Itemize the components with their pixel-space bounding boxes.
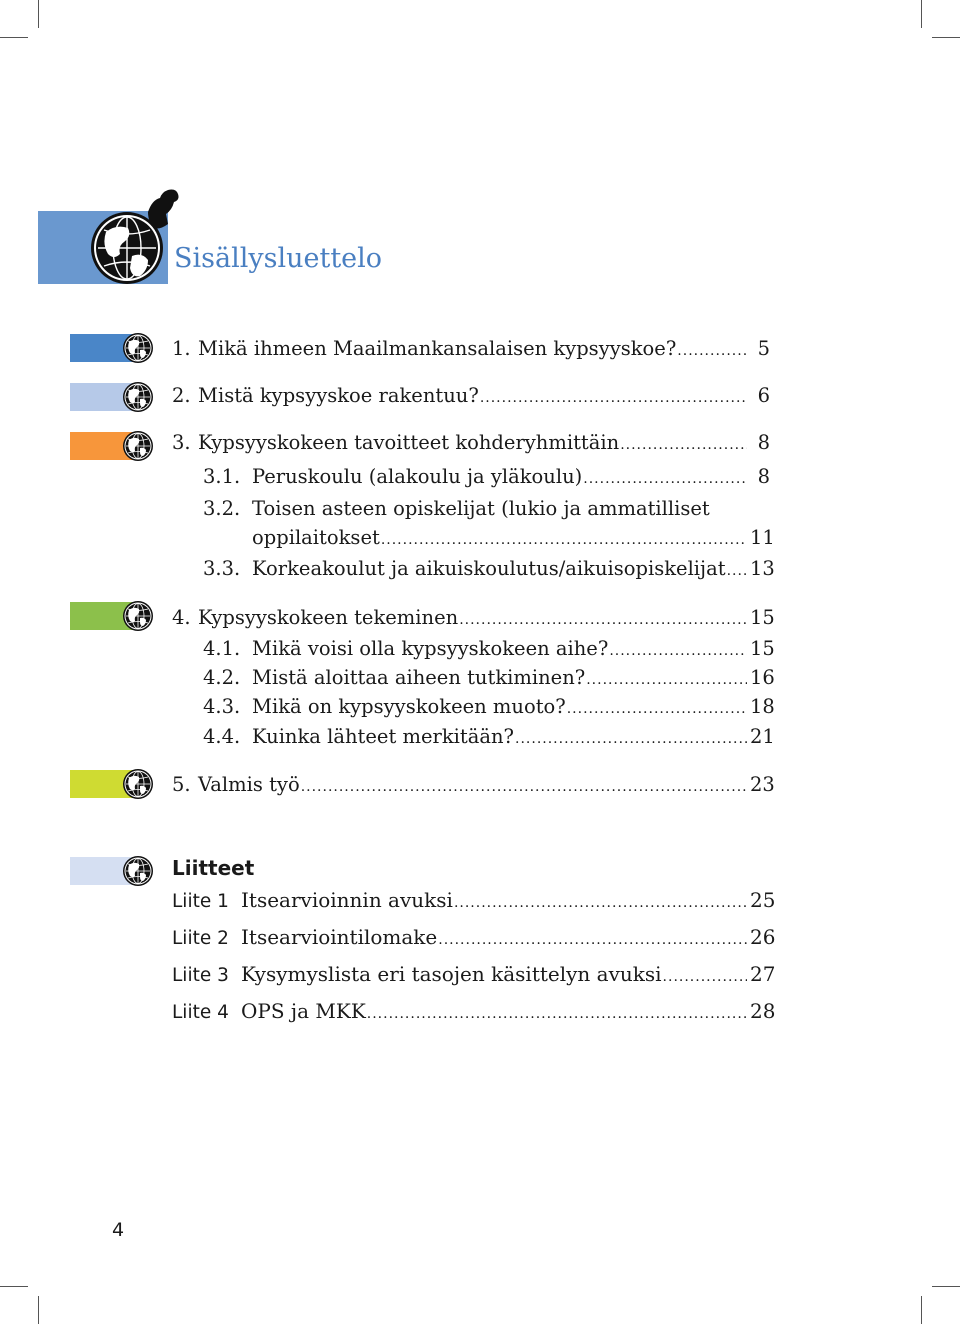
dot-leader [567,701,747,717]
toc-title-continued: oppilaitokset [252,526,380,549]
appendix-entry-3[interactable] [172,962,776,986]
toc-number: 4.1. [203,637,241,660]
globe-icon [122,430,154,462]
appendix-title: Kysymyslista eri tasojen käsittelyn avuksi [241,962,662,986]
toc-page: 18 [750,695,775,718]
toc-entry-5[interactable] [172,773,775,801]
dot-leader [480,390,747,406]
globe-icon [122,381,154,413]
appendix-page: 27 [750,962,776,986]
crop-mark [932,37,960,38]
toc-number: 3.1. [203,465,241,488]
appendix-title: OPS ja MKK [241,999,366,1023]
appendix-entry-4[interactable] [172,999,776,1023]
toc-title: Kypsyyskokeen tavoitteet kohderyhmittäin [198,431,620,454]
dot-leader [609,643,747,659]
toc-title: Korkeakoulut ja aikuiskoulutus/aikuisopiskelijat [252,557,726,580]
toc-number: 4.3. [203,695,241,718]
appendix-label: Liite 3 [172,965,229,986]
toc-number: 3.3. [203,557,241,580]
toc-page: 6 [757,384,770,407]
toc-number: 2. [172,384,191,407]
toc-page: 11 [750,526,775,549]
appendix-label: Liite 4 [172,1002,229,1023]
globe-icon [122,855,154,887]
dot-leader [663,969,747,985]
toc-entry-4-1[interactable] [203,637,775,665]
dot-leader [515,731,747,747]
globe-icon [122,768,154,800]
crop-mark [921,1296,922,1324]
toc-title: Kuinka lähteet merkitään? [252,725,515,748]
toc-number: 1. [172,337,191,360]
crop-mark [0,1286,28,1287]
appendix-entry-2[interactable] [172,925,776,949]
appendix-page: 25 [750,888,776,912]
toc-title: Mistä aloittaa aiheen tutkiminen? [252,666,586,689]
toc-number: 3.2. [203,497,241,520]
toc-number: 4.2. [203,666,241,689]
appendix-label: Liite 2 [172,928,229,949]
toc-page: 23 [750,773,775,796]
crop-mark [38,1296,39,1324]
globe-icon [122,332,154,364]
appendix-title: Itsearvioinnin avuksi [241,888,453,912]
toc-page: 5 [757,337,770,360]
dot-leader [459,612,747,628]
dot-leader [586,672,747,688]
dot-leader [367,1006,747,1022]
toc-entry-2[interactable] [172,384,770,412]
dot-leader [620,437,747,453]
toc-title: Valmis työ [198,773,300,796]
toc-title: Mikä on kypsyyskokeen muoto? [252,695,566,718]
page-number: 4 [112,1219,125,1241]
toc-page: 16 [750,666,775,689]
toc-number: 4. [172,606,191,629]
toc-entry-4-3[interactable] [203,695,775,723]
toc-page: 8 [757,431,770,454]
dot-leader [301,779,747,795]
toc-title: Mikä voisi olla kypsyyskokeen aihe? [252,637,609,660]
toc-page: 8 [757,465,770,488]
appendix-page: 28 [750,999,776,1023]
crop-mark [0,37,28,38]
toc-number: 3. [172,431,191,454]
toc-page: 15 [750,606,775,629]
dot-leader [454,895,747,911]
toc-title: Kypsyyskokeen tekeminen [198,606,459,629]
appendix-title: Itsearviointilomake [241,925,438,949]
globe-icon [122,600,154,632]
dot-leader [438,932,747,948]
crop-mark [38,0,39,28]
toc-entry-3-3[interactable] [203,557,775,585]
toc-number: 5. [172,773,191,796]
toc-entry-4-2[interactable] [203,666,775,694]
toc-title: Toisen asteen opiskelijat (lukio ja ammatilliset [252,497,710,520]
toc-page: 15 [750,637,775,660]
toc-page: 21 [750,725,775,748]
toc-entry-3-2[interactable] [203,497,770,525]
toc-entry-4-4[interactable] [203,725,775,753]
dot-leader [727,563,747,579]
toc-title: Peruskoulu (alakoulu ja yläkoulu) [252,465,583,488]
dot-leader [677,343,747,359]
toc-title: Mikä ihmeen Maailmankansalaisen kypsyyskoe? [198,337,677,360]
crop-mark [932,1286,960,1287]
appendix-label: Liite 1 [172,891,229,912]
dot-leader [381,532,747,548]
toc-page: 13 [750,557,775,580]
toc-entry-3[interactable] [172,431,770,459]
toc-entry-4[interactable] [172,606,775,634]
dot-leader [583,471,747,487]
toc-entry-3-2-continued[interactable] [252,526,775,549]
appendix-heading: Liitteet [172,856,255,880]
toc-entry-3-1[interactable] [203,465,770,493]
page-title: Sisällysluettelo [174,243,383,274]
thinker-on-globe-icon [88,182,186,288]
toc-number: 4.4. [203,725,241,748]
appendix-page: 26 [750,925,776,949]
crop-mark [921,0,922,28]
toc-entry-1[interactable] [172,337,770,365]
toc-title: Mistä kypsyyskoe rakentuu? [198,384,479,407]
appendix-entry-1[interactable] [172,888,776,912]
